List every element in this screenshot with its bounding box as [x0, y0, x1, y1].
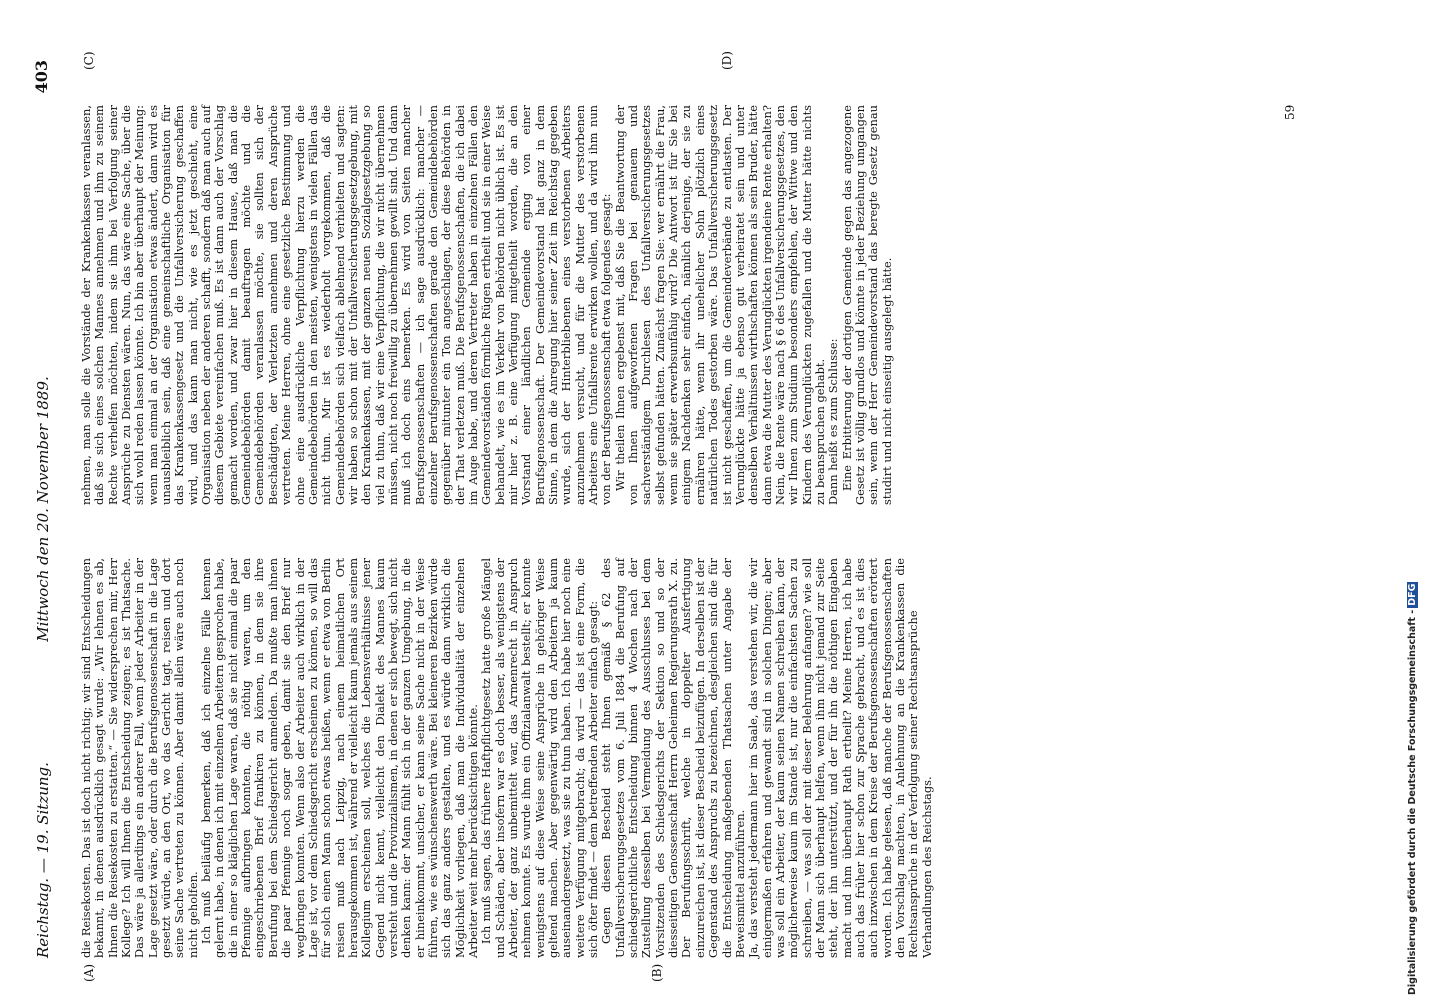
quote-paragraph: Gegen diesen Bescheid steht Ihnen gemäß § 62 des Unfallversicherungsgesetzes vom 6. Juli 1884 die Berufung auf schiedsgerichtliche Entscheidung binnen 4 Wochen nach der Zustellung desselben bei Vermeidung des Ausschlusses bei dem Vorsitzenden des Schiedsgerichts der Sektion so und so der diesseitigen Genossenschaft Herrn Geheimen Regierungsrath X. zu. Der Berufungsschrift, welche in doppelter Ausfertigung einzureichen ist, ist dieser Bescheid beizufügen. In derselben ist der Gegenstand des Anspruchs zu bezeichnen, desgleichen sind die für die Entscheidung maßgebenden Thatsachen unter Angabe der Beweismittel anzuführen. [599, 558, 747, 958]
quote-paragraph: Wir theilen Ihnen ergebenst mit, daß Sie die Beantwortung der von Ihnen aufgeworfenen Fragen bei genauem und sachverständigem Durchlesen des Unfallversicherungsgesetzes selbst gefunden hätten. Zunächst fragen Sie: wer ernährt die Frau, wenn sie später erwerbsunfähig wird? Die Antwort ist für Sie bei einigem Nachdenken sehr einfach, nämlich derjenige, der sie zu ernähren hätte, wenn ihr unehelicher Sohn plötzlich eines natürlichen Todes gestorben wäre. Das Unfallversicherungsgesetz ist nicht geschaffen, um die Gemeindeverbände zu entlasten. Der Verunglückte hätte ja ebenso gut verheiratet sein und unter denselben Verhältnissen wirthschaften können als sein Bruder, hätte dann etwa die Mutter des Verunglückten irgendeine Rente erhalten? Nein, die Rente wäre nach § 6 des Unfallversicherungsgesetzes, den wir Ihnen zum Studium besonders empfehlen, der Wittwe und den Kindern des Verunglückten zugefallen und die Mutter hätte nichts zu beanspruchen gehabt. [612, 105, 827, 505]
right-column [80, 105, 894, 505]
digitization-notice [1407, 5, 1418, 995]
dfg-logo: DFG [1407, 583, 1418, 606]
margin-marker-b: (B) [650, 963, 664, 982]
page-header [30, 60, 60, 958]
margin-marker-a: (A) [82, 963, 96, 982]
footer-note: Verhandlungen des Reichstags. [919, 776, 934, 958]
page-number: 403 [32, 60, 51, 94]
paragraph: Ich muß beiläufig bemerken, daß ich einzelne Fälle kennen gelernt habe, in denen ich mit einzelnen Arbeitern gesprochen habe, die in einer so kläglichen Lage waren, daß sie nicht einmal die paar Pfennige aufbringen konnten, die nöthig waren, um den eingeschriebenen Brief frankiren zu können, in dem sie ihre Berufung bei dem Schiedsgericht anmelden. Da mußte man ihnen die paar Pfennige noch sogar geben, damit sie den Brief nur wegbringen konnten. Wenn also der Arbeiter auch wirklich in der Lage ist, vor dem Schiedsgericht erscheinen zu können, so will das für solch einen Mann schon etwas heißen, wenn er etwa von Berlin reisen muß nach Leipzig, nach einem heimatlichen Ort herausgekommen ist, während er vielleicht kaum jemals aus seinem Kollegium erscheinen soll, welches die Lebensverhältnisse jener Gegend nicht kennt, vielleicht den Dialekt des Mannes kaum versteht und die Provinzialismen, in denen er sich bewegt, sich nicht denken kann: der Mann fühlt sich in der ganzen Umgebung, in die er hineinkommt, unsicher, er kann seine Sache nicht in der Weise führen, wie es wünschenswerth wäre. Bei kleineren Bezirken würde sich das ganz anders gestalten, und es würde dann wirklich die Möglichkeit vorliegen, daß man die Individualität der einzelnen Arbeiter weit mehr berücksichtigen könnte. [199, 558, 480, 958]
margin-marker-d: (D) [720, 51, 734, 70]
digitization-text: Digitalisierung gefördert durch die Deutsche Forschungsgemeinschaft - [1407, 609, 1418, 995]
header-left: Reichstag. — 19. Sitzung. [34, 762, 52, 958]
margin-marker-c: (C) [82, 51, 96, 70]
paragraph: Ja, das versteht jedermann hier im Saale, das verstehen wir, die wir einigermaßen erfahren und gewandt sind in solchen Dingen; aber was soll ein Arbeiter, der kaum seinen Namen schreiben kann, der möglicherweise kaum im Stande ist, nur die einfachsten Sachen zu schreiben, — was soll der mit dieser Belehrung anfangen? wie soll der Mann sich überhaupt helfen, wenn ihm nicht jemand zur Seite steht, der ihn unterstützt, und der für ihn die nöthigen Eingaben macht und ihm überhaupt Rath ertheilt? Meine Herren, ich habe auch das früher hier schon zur Sprache gebracht, und es ist dies auch inzwischen in dem Kreise der Berufsgenossenschaften erörtert worden. Ich habe gelesen, daß manche der Berufsgenossenschaften den Vorschlag machten, in Anlehnung an die Krankenkassen die Rechtsansprüche in der Verfolgung seiner Rechtsansprüche [746, 558, 921, 958]
paragraph: Dann heißt es zum Schlusse: [826, 338, 841, 505]
header-date: Mittwoch den 20. November 1889. [34, 376, 52, 642]
paragraph: die Reisekosten. Das ist doch nicht richtig; wir sind Entscheidungen bekannt, in denen ausdrücklich gesagt wurde: „Wir lehnen es ab, Ihnen die Reisekosten zu erstatten.“ — Sie widersprechen mir, Herr Kollege? Ich will Ihnen die Entscheidung zeigen; es ist Thatsache. Das wäre ja allerdings ein anderer Fall, wenn jeder Arbeiter in der Lage gesetzt wäre, oder durch die Berufsgenossenschaft in die Lage gesetzt würde, an den Ort, wo das Gericht tagt, reisen und dort seine Sache vertreten zu können. Aber damit allein wäre auch noch nicht geholfen. [79, 558, 200, 958]
signature-mark: 59 [1283, 104, 1297, 120]
paragraph: nehmen, man solle die Vorstände der Krankenkassen veranlassen, daß sie sich eines solchen Mannes annehmen und ihm zu seinem Rechte verhelfen möchten, indem sie ihm bei Verfolgung seiner Ansprüche zu Diensten wären. Nun, das wäre eine Sache, über die sich wohl reden lassen könnte. Ich bin aber überhaupt der Meinung: wenn man einmal an der Organisation etwas ändert, dann wird es unausbleiblich sein, daß eine gemeinschaftliche Organisation für das Krankenkassengesetz und die Unfallversicherung geschaffen wird, und das kann man nicht, wie es jetzt geschieht, eine Organisation neben der anderen schafft, sondern daß man auch auf diesem Gebiete vereinfachen muß. Es ist dann auch der Vorschlag gemacht worden, und zwar hier in diesem Hause, daß man die Gemeindebehörden damit beauftragen möchte und die Gemeindebehörden veranlassen möchte, sie sollten sich der Beschädigten, der Verletzten annehmen und deren Ansprüche vertreten. Meine Herren, ohne eine gesetzliche Bestimmung und ohne eine ausdrückliche Verpflichtung hierzu werden die Gemeindebehörden in den meisten, wenigstens in vielen Fällen das nicht thun. Mir ist es wiederholt vorgekommen, daß die Gemeindebehörden sich vielfach ablehnend verhielten und sagten: wir haben so schon mit der Unfallversicherungsgesetzgebung, mit den Krankenkassen, mit der ganzen neuen Sozialgesetzgebung so viel zu thun, daß wir eine Verpflichtung, die wir nicht übernehmen müssen, nicht noch freiwillig zu übernehmen gewillt sind. Und dann muß ich doch eins bemerken. Es wird von Seiten mancher Berufsgenossenschaften — ich sage ausdrücklich: mancher — einzelner Berufsgenossenschaften gerade den Gemeindebehörden gegenüber mitunter ein Ton angeschlagen, der diese Behörden in der That verletzen muß. Die Berufsgenossenschaften, die ich dabei im Auge habe, und deren Vertreter haben in einzelnen Fällen den Gemeindevorständen förmliche Rügen ertheilt und sie in einer Weise behandelt, wie es im Verkehr von Behörden nicht üblich ist. Es ist mir hier z. B. eine Verfügung mitgetheilt worden, die an den Vorstand einer ländlichen Gemeinde erging von einer Berufsgenossenschaft. Der Gemeindevorstand hat ganz in dem Sinne, in dem die Anregung hier seiner Zeit im Reichstag gegeben wurde, sich der Hinterbliebenen eines verstorbenen Arbeiters anzunehmen versucht, und für die Mutter des verstorbenen Arbeiters eine Unfallsrente erwirken wollen, und da wird ihm nun von der Berufsgenossenschaft etwa folgendes gesagt: [79, 105, 614, 505]
paragraph: Ich muß sagen, das frühere Haftpflichtgesetz hatte große Mängel und Schäden, aber insofern war es doch besser, als wenigstens der Arbeiter, der ganz unbemittelt war, das Armenrecht in Anspruch nehmen konnte. Es wurde ihm ein Offizialanwalt bestellt; er konnte wenigstens auf diese Weise seine Ansprüche in gehöriger Weise geltend machen. Aber gegenwärtig wird den Arbeitern ja kaum auseinandergesetzt, was sie zu thun haben. Ich habe hier noch eine weitere Verfügung mitgebracht; da wird — das ist eine Form, die sich öfter findet — dem betreffenden Arbeiter einfach gesagt: [479, 558, 601, 958]
left-column [80, 558, 934, 958]
quote-paragraph: Eine Erbitterung der dortigen Gemeinde gegen das angezogene Gesetz ist völlig grundlos und könnte in jeder Beziehung umgangen sein, wenn der Herr Gemeindevorstand das beregte Gesetz genau studirt und nicht einseitig ausgelegt hätte. [839, 105, 894, 505]
